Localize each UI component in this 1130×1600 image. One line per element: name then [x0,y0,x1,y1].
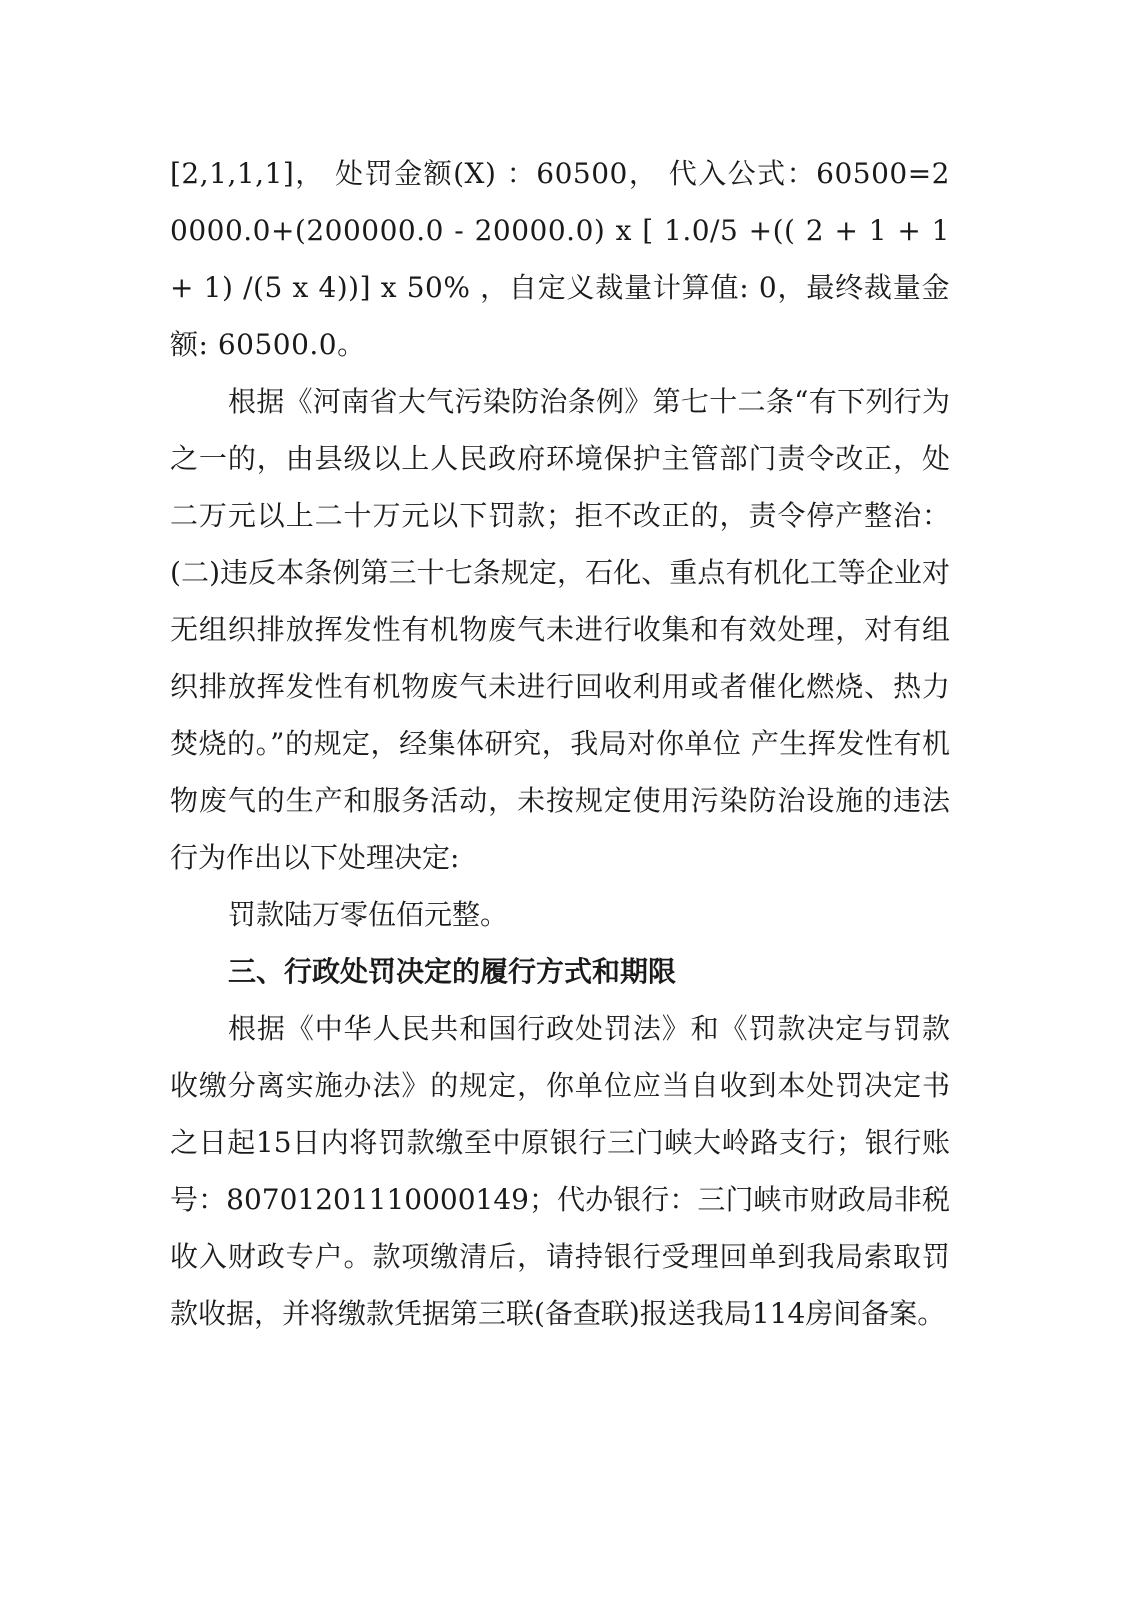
penalty-paragraph: 罚款陆万零伍佰元整。 [228,898,509,931]
section-heading: 三、行政处罚决定的履行方式和期限 [228,955,677,988]
legal-basis-paragraph: 根据《河南省大气污染防治条例》第七十二条“有下列行为之一的，由县级以上人民政府环境保护主管部门责令改正，处二万元以上二十万元以下罚款；拒不改正的，责令停产整治：(二)违反本条例第三十七条规定，石化、重点有机化工等企业对无组织排放挥发性有机物废气未进行收集和有效处理，对有组织排放挥发性有机物废气未进行回收利用或者催化燃烧、热力焚烧的。”的规定，经集体研究，我局对你单位 产生挥发性有机物废气的生产和服务活动，未按规定使用污染防治设施的违法行为作出以下处理决定: [170,385,950,874]
document-body [170,145,950,1342]
formula-paragraph: [2,1,1,1]， 处罚金额(X) ：60500， 代入公式：60500=20000.0+(200000.0 - 20000.0) x [ 1.0/5 +(( 2 + 1 + 1 + 1) /(5 x 4))] x 50% ，自定义裁量计算值: 0，最终裁量金额: 60500.0。 [170,157,950,361]
payment-paragraph: 根据《中华人民共和国行政处罚法》和《罚款决定与罚款收缴分离实施办法》的规定，你单位应当自收到本处罚决定书之日起15日内将罚款缴至中原银行三门峡大岭路支行；银行账号：80701201110000149；代办银行：三门峡市财政局非税收入财政专户。款项缴清后，请持银行受理回单到我局索取罚款收据，并将缴款凭据第三联(备查联)报送我局114房间备案。 [170,1012,950,1330]
